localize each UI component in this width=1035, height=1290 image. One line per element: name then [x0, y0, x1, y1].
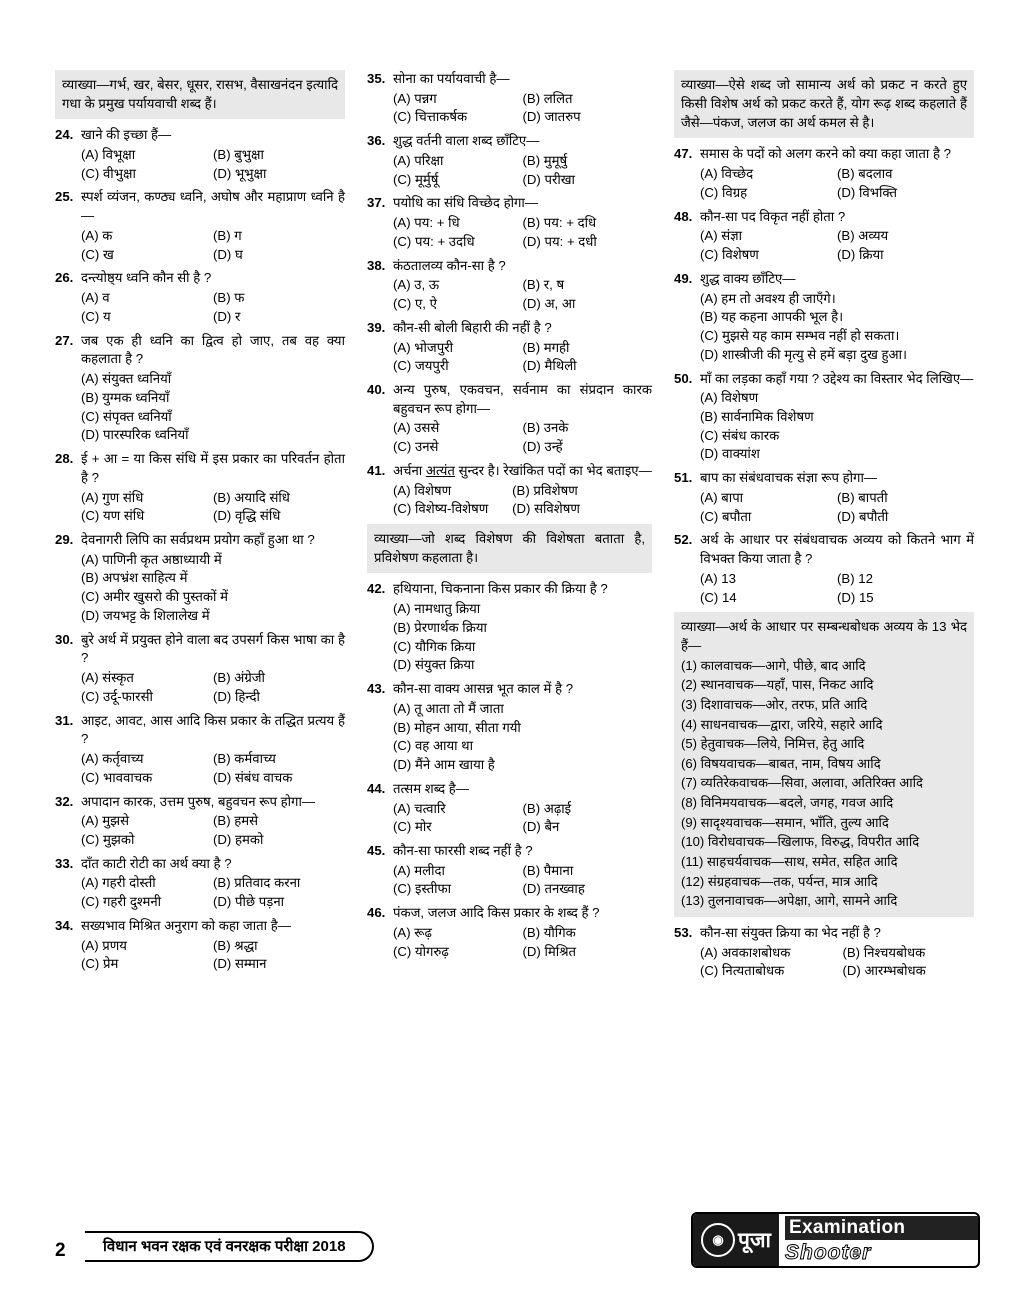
option-group [700, 489, 974, 526]
option-group [81, 289, 345, 326]
question-text: आइट, आवट, आस आदि किस प्रकार के तद्धित प्रत्यय हैं ? [81, 712, 345, 747]
option[interactable]: (A) हम तो अवश्य ही जाएँगे। [700, 290, 836, 306]
question-number: 32. [55, 793, 74, 809]
question-number: 41. [367, 462, 386, 478]
question-text: शुद्ध वाक्य छाँटिए— [700, 270, 796, 286]
question-item [674, 208, 974, 227]
question-item [55, 793, 345, 812]
question-text: देवनागरी लिपि का सर्वप्रथम प्रयोग कहाँ हुआ था ? [81, 531, 315, 547]
option[interactable]: (B) कर्मवाच्य [213, 751, 276, 767]
option[interactable]: (D) घ [213, 246, 243, 262]
list-item: (8) विनिमयवाचक—बदले, जगह, गवज आदि [681, 795, 894, 811]
option-group [81, 146, 345, 183]
question-item [55, 631, 345, 668]
question-item [674, 924, 974, 943]
question-item [367, 319, 652, 338]
question-item [55, 855, 345, 874]
option[interactable]: (B) अपभ्रंश साहित्य में [81, 570, 188, 586]
question-number: 45. [367, 842, 386, 858]
option[interactable]: (B) युग्मक ध्वनियाँ [81, 389, 170, 405]
option[interactable]: (C) पय: + उदधि [393, 233, 475, 249]
option[interactable]: (B) निश्चयबोधक [842, 944, 926, 960]
question-item [367, 462, 652, 481]
option[interactable]: (C) योगरुढ़ [393, 943, 449, 959]
option[interactable]: (C) ए, ऐ [393, 296, 437, 312]
option-group [81, 227, 345, 264]
option[interactable]: (B) उनके [522, 420, 569, 436]
option[interactable]: (D) आरम्भबोधक [842, 963, 926, 979]
question-text: ई + आ = या किस संधि में इस प्रकार का परिवर्तन होता है ? [81, 451, 345, 485]
option[interactable]: (D) सविशेषण [512, 501, 580, 517]
question-number: 31. [55, 712, 74, 728]
question-number: 29. [55, 531, 74, 547]
list-item: (2) स्थानवाचक—यहाँ, पास, निकट आदि [681, 677, 874, 693]
option[interactable]: (A) पय: + धि [393, 215, 460, 231]
logo-line-1: Examination [785, 1216, 978, 1240]
option[interactable]: (C) य [81, 308, 111, 324]
option[interactable]: (C) नित्यताबोधक [700, 963, 785, 979]
option-group [700, 570, 974, 607]
option[interactable]: (B) अयादि संधि [213, 489, 290, 505]
option[interactable]: (A) पाणिनी कृत अष्ठाध्यायी में [81, 551, 222, 567]
question-number: 47. [674, 146, 693, 162]
question-text: पंकज, जलज आदि किस प्रकार के शब्द हैं ? [393, 905, 600, 921]
option[interactable]: (C) अमीर खुसरो की पुस्तकों में [81, 589, 229, 605]
option[interactable]: (D) विभक्ति [837, 184, 897, 200]
option-group [393, 600, 652, 675]
question-item [367, 780, 652, 799]
question-text: कंठतालव्य कौन-सा है ? [393, 257, 506, 273]
option[interactable]: (C) संपृक्त ध्वनियाँ [81, 408, 172, 424]
logo-emblem [693, 1214, 779, 1266]
option-group [81, 370, 345, 445]
question-number: 38. [367, 257, 386, 273]
option-group [81, 551, 345, 626]
option[interactable]: (A) रूढ़ [393, 924, 432, 940]
option[interactable]: (D) अ, आ [522, 296, 576, 312]
explanation-intro: व्याख्या—अर्थ के आधार पर सम्बन्धबोधक अव्यय के 13 भेद हैं— [681, 619, 967, 654]
option[interactable]: (C) इस्तीफा [393, 881, 452, 897]
option[interactable]: (D) उन्हें [522, 439, 563, 455]
option[interactable]: (C) मुझसे यह काम सम्भव नहीं हो सकता। [700, 328, 900, 344]
question-number: 26. [55, 270, 74, 286]
question-item [367, 257, 652, 276]
question-item [367, 132, 652, 151]
option[interactable]: (B) अढ़ाई [522, 800, 572, 816]
page-number: 2 [55, 1240, 66, 1261]
question-text: समास के पदों को अलग करने को क्या कहा जाता है ? [700, 146, 951, 162]
question-text: कौन-सी बोली बिहारी की नहीं है ? [393, 319, 552, 335]
option[interactable]: (A) विशेषण [393, 482, 452, 498]
option[interactable]: (A) संयुक्त ध्वनियाँ [81, 371, 172, 387]
option-group [700, 227, 974, 264]
option[interactable]: (D) पारस्परिक ध्वनियाँ [81, 427, 189, 443]
option[interactable]: (A) गहरी दोस्ती [81, 875, 156, 891]
option[interactable]: (A) व [81, 290, 110, 306]
option[interactable]: (A) पन्नग [393, 90, 437, 106]
option[interactable]: (C) मूर्मुर्षू [393, 171, 439, 187]
question-text: बाप का संबंधवाचक संज्ञा रूप होगा— [700, 470, 878, 486]
question-number: 24. [55, 127, 74, 143]
option[interactable]: (C) प्रेम [81, 956, 119, 972]
explanation-block: व्याख्या—जो शब्द विशेषण की विशेषता बताता है, प्रविशेषण कहलाता है। [367, 524, 652, 573]
option[interactable]: (A) प्रणय [81, 937, 127, 953]
option[interactable]: (A) उससे [393, 420, 440, 436]
option-group [393, 482, 652, 519]
question-item [367, 842, 652, 861]
option[interactable]: (B) यौगिक [522, 924, 576, 940]
option[interactable]: (B) यह कहना आपकी भूल है। [700, 309, 844, 325]
middle-column [367, 70, 652, 1190]
question-text: पयोधि का संधि विच्छेद होगा— [393, 195, 539, 211]
option[interactable]: (C) जयपुरी [393, 358, 449, 374]
list-item: (6) विषयवाचक—बाबत, नाम, विषय आदि [681, 755, 881, 771]
question-item [674, 531, 974, 568]
option[interactable]: (C) ख [81, 246, 114, 262]
option-group [700, 165, 974, 202]
option[interactable]: (A) भोजपुरी [393, 339, 454, 355]
right-column [674, 70, 974, 1190]
option[interactable]: (D) मैंने आम खाया है [393, 757, 495, 773]
option-group [81, 874, 345, 911]
explanation-block-list [674, 612, 974, 917]
question-number: 48. [674, 208, 693, 224]
option[interactable]: (A) संज्ञा [700, 228, 743, 244]
question-number: 46. [367, 905, 386, 921]
question-item [674, 270, 974, 289]
option[interactable]: (D) संबंध वाचक [213, 769, 293, 785]
page-footer [55, 1216, 980, 1268]
option[interactable]: (C) यण संधि [81, 508, 145, 524]
question-number: 40. [367, 382, 386, 398]
option[interactable]: (C) चित्ताकर्षक [393, 109, 468, 125]
question-text: दन्त्योष्ठ्य ध्वनि कौन सी है ? [81, 270, 212, 286]
option[interactable]: (A) उ, ऊ [393, 277, 440, 293]
option[interactable]: (A) क [81, 227, 113, 243]
option[interactable]: (A) मलीदा [393, 862, 445, 878]
question-text: खाने की इच्छा हैं— [81, 127, 172, 143]
question-number: 36. [367, 133, 386, 149]
question-item [367, 194, 652, 213]
option-group [81, 750, 345, 787]
option[interactable]: (A) विच्छेद [700, 166, 754, 182]
option[interactable]: (D) परीखा [522, 171, 575, 187]
option[interactable]: (A) कर्तृवाच्य [81, 751, 144, 767]
option[interactable]: (C) भाववाचक [81, 769, 153, 785]
question-item [55, 269, 345, 288]
left-column [55, 70, 345, 1190]
question-text: कौन-सा वाक्य आसन्न भूत काल में है ? [393, 681, 574, 697]
question-item [55, 450, 345, 487]
question-number: 43. [367, 681, 386, 697]
option[interactable]: (D) बपौती [837, 508, 889, 524]
option[interactable]: (D) वाक्यांश [700, 446, 760, 462]
option[interactable]: (D) मिश्रित [522, 943, 577, 959]
option[interactable]: (D) सम्मान [213, 956, 267, 972]
logo-text [779, 1214, 978, 1266]
list-item: (3) दिशावाचक—ओर, तरफ, प्रति आदि [681, 696, 868, 712]
list-item: (12) संग्रहवाचक—तक, पर्यन्त, मात्र आदि [681, 873, 878, 889]
option[interactable]: (A) संस्कृत [81, 670, 134, 686]
question-number: 27. [55, 332, 74, 348]
option[interactable]: (A) विशेषण [700, 390, 759, 406]
option-group [81, 937, 345, 974]
logo-line-2: Shooter [785, 1240, 872, 1264]
list-item: (5) हेतुवाचक—लिये, निमित्त, हेतु आदि [681, 736, 865, 752]
question-number: 35. [367, 71, 386, 86]
option[interactable]: (D) हिन्दी [213, 688, 260, 704]
option[interactable]: (D) शास्त्रीजी की मृत्यु से हमें बड़ा दुख हुआ। [700, 346, 908, 362]
option[interactable]: (D) भूभुक्षा [213, 165, 267, 181]
option[interactable]: (C) यौगिक क्रिया [393, 638, 476, 654]
question-item [674, 370, 974, 389]
list-item: (9) सादृश्यवाचक—समान, भाँति, तुल्य आदि [681, 814, 889, 830]
option[interactable]: (D) र [213, 308, 241, 324]
question-number: 39. [367, 319, 386, 335]
question-number: 37. [367, 195, 386, 211]
option[interactable]: (D) संयुक्त क्रिया [393, 657, 475, 673]
option[interactable]: (C) 14 [700, 589, 737, 605]
option[interactable]: (C) वीभुक्षा [81, 165, 136, 181]
question-text: अपादान कारक, उत्तम पुरुष, बहुवचन रूप होगा— [81, 793, 316, 809]
question-item [367, 580, 652, 599]
question-item [55, 712, 345, 749]
option-group [393, 214, 652, 251]
option[interactable]: (B) 12 [837, 570, 873, 586]
option-group [700, 290, 974, 365]
question-text: कौन-सा पद विकृत नहीं होता ? [700, 208, 846, 224]
question-text: अन्य पुरुष, एकवचन, सर्वनाम का संप्रदान कारक बहुवचन रूप होगा— [393, 382, 652, 416]
option[interactable]: (B) मोहन आया, सीता गयी [393, 719, 521, 735]
option[interactable]: (C) मुझको [81, 831, 135, 847]
question-item [674, 145, 974, 164]
option[interactable]: (C) मोर [393, 819, 432, 835]
option[interactable]: (B) श्रद्धा [213, 937, 258, 953]
explanation-block: व्याख्या—ऐसे शब्द जो सामान्य अर्थ को प्रकट न करते हुए किसी विशेष अर्थ को प्रकट करते हैं, योग रूढ़ शब्द कहलाते हैं जैसे—पंकज, जलज का अर्थ कमल से है। [674, 70, 974, 138]
question-number: 51. [674, 470, 693, 486]
question-text: माँ का लड़का कहाँ गया ? उद्देश्य का विस्तार भेद लिखिए— [700, 370, 974, 386]
option[interactable]: (B) सार्वनामिक विशेषण [700, 408, 814, 424]
option[interactable]: (D) वृद्धि संधि [213, 508, 281, 524]
explanation-block: व्याख्या—गर्भ, खर, बेसर, धूसर, रासभ, वैसाखनंदन इत्यादि गधा के प्रमुख पर्यायवाची शब्द हैं। [55, 70, 345, 119]
option[interactable]: (D) क्रिया [837, 247, 884, 263]
question-text: हथियाना, चिकनाना किस प्रकार की क्रिया है ? [393, 581, 608, 597]
option[interactable]: (D) पय: + दधी [522, 233, 597, 249]
option[interactable]: (B) मुमूर्षु [522, 152, 568, 168]
question-item [367, 904, 652, 923]
question-item [55, 188, 345, 225]
option-group [393, 862, 652, 899]
option[interactable]: (C) विशेष्य-विशेषण [393, 501, 489, 517]
option-group [81, 812, 345, 849]
question-item [55, 531, 345, 550]
option[interactable]: (B) प्रतिवाद करना [213, 875, 301, 891]
option[interactable]: (C) उर्दू-फारसी [81, 688, 153, 704]
list-item: (4) साधनवाचक—द्वारा, जरिये, सहारे आदि [681, 716, 883, 732]
option[interactable]: (A) नामधातु क्रिया [393, 601, 481, 617]
question-number: 52. [674, 532, 693, 548]
footer-exam-title: विधान भवन रक्षक एवं वनरक्षक परीक्षा 2018 [85, 1231, 374, 1262]
option[interactable]: (B) र, ष [522, 277, 565, 293]
option[interactable]: (B) फ [213, 290, 245, 306]
question-text: कौन-सा फारसी शब्द नहीं है ? [393, 842, 533, 858]
question-text: शुद्ध वर्तनी वाला शब्द छाँटिए— [393, 133, 540, 149]
option[interactable]: (D) जातरुप [522, 109, 581, 125]
three-column-layout [55, 70, 980, 1190]
publisher-logo [691, 1212, 980, 1268]
option[interactable]: (B) अंग्रेजी [213, 670, 265, 686]
option-group [393, 800, 652, 837]
option[interactable]: (D) मैथिली [522, 358, 577, 374]
question-text: सख्यभाव मिश्रित अनुराग को कहा जाता है— [81, 917, 291, 933]
option-group [393, 700, 652, 775]
question-text: दाँत काटी रोटी का अर्थ क्या है ? [81, 855, 232, 871]
question-number: 42. [367, 581, 386, 597]
option[interactable]: (C) संबंध कारक [700, 427, 780, 443]
option[interactable]: (C) वह आया था [393, 738, 474, 754]
question-number: 34. [55, 917, 74, 933]
question-number: 49. [674, 270, 693, 286]
question-item [367, 381, 652, 418]
option[interactable]: (A) चत्वारि [393, 800, 446, 816]
option[interactable]: (D) जयभट्ट के शिलालेख में [81, 607, 210, 623]
option-group [393, 90, 652, 127]
option[interactable]: (A) मुझसे [81, 813, 130, 829]
option[interactable]: (C) विशेषण [700, 247, 759, 263]
option[interactable]: (A) तू आता तो मैं जाता [393, 700, 504, 716]
question-text: स्पर्श व्यंजन, कण्ठ्य ध्वनि, अघोष और महाप्राण ध्वनि है— [81, 189, 345, 224]
option[interactable]: (A) गुण संधि [81, 489, 144, 505]
option[interactable]: (B) पैमाना [522, 862, 574, 878]
option-group [393, 339, 652, 376]
option[interactable]: (D) 15 [837, 589, 874, 605]
option[interactable]: (B) बदलाव [837, 166, 893, 182]
option[interactable]: (A) बापा [700, 489, 744, 505]
question-number: 25. [55, 189, 74, 205]
option[interactable]: (C) विग्रह [700, 184, 748, 200]
question-item [55, 126, 345, 145]
question-number: 28. [55, 451, 74, 467]
option-group [81, 669, 345, 706]
option[interactable]: (B) बुभुक्षा [213, 147, 264, 163]
option[interactable]: (B) ललित [522, 90, 573, 106]
list-item: (7) व्यतिरेकवाचक—सिवा, अलावा, अतिरिक्त आदि [681, 775, 923, 791]
option-group [700, 389, 974, 464]
option-group [393, 152, 652, 189]
option-group [81, 489, 345, 526]
question-text: अर्थ के आधार पर संबंधवाचक अव्यय को कितने भाग में विभक्त किया जाता है ? [700, 532, 974, 567]
option[interactable]: (A) 13 [700, 570, 736, 586]
option-group [393, 419, 652, 456]
option[interactable]: (A) विभूक्षा [81, 147, 136, 163]
option[interactable]: (A) अवकाशबोधक [700, 944, 791, 960]
option-group [700, 944, 974, 981]
question-number: 33. [55, 855, 74, 871]
list-item: (1) कालवाचक—आगे, पीछे, बाद आदि [681, 657, 866, 673]
option[interactable]: (D) बैन [522, 819, 560, 835]
option-group [393, 924, 652, 961]
question-text: तत्सम शब्द है— [393, 780, 469, 796]
option[interactable]: (B) मगही [522, 339, 570, 355]
list-item: (11) साहचर्यवाचक—साथ, समेत, सहित आदि [681, 854, 898, 869]
question-number: 30. [55, 631, 74, 647]
question-item [367, 680, 652, 699]
option[interactable]: (C) बपौता [700, 508, 752, 524]
option[interactable]: (D) हमको [213, 831, 264, 847]
option[interactable]: (B) ग [213, 227, 242, 243]
option[interactable]: (B) प्रविशेषण [512, 482, 578, 498]
option[interactable]: (C) उनसे [393, 439, 439, 455]
question-text: कौन-सा संयुक्त क्रिया का भेद नहीं है ? [700, 924, 881, 940]
question-text: जब एक ही ध्वनि का द्वित्व हो जाए, तब वह क्या कहलाता है ? [81, 332, 345, 367]
list-item: (10) विरोधवाचक—खिलाफ, विरुद्ध, विपरीत आदि [681, 834, 920, 850]
option[interactable]: (B) बापती [837, 489, 888, 505]
camera-icon: ◉ [701, 1223, 735, 1257]
question-number: 50. [674, 370, 693, 386]
option[interactable]: (B) अव्यय [837, 228, 889, 244]
option[interactable]: (A) परिक्षा [393, 152, 444, 168]
list-item: (13) तुलनावाचक—अपेक्षा, आगे, सामने आदि [681, 893, 898, 909]
question-item [55, 332, 345, 369]
question-text: बुरे अर्थ में प्रयुक्त होने वाला बद उपसर्ग किस भाषा का है ? [81, 631, 345, 666]
option[interactable]: (B) पय: + दधि [522, 215, 597, 231]
logo-brand-hindi: पूजा [738, 1229, 771, 1252]
option[interactable]: (D) तनख्वाह [522, 881, 585, 897]
option[interactable]: (C) गहरी दुश्मनी [81, 894, 162, 910]
question-item [674, 469, 974, 488]
question-item [367, 70, 652, 89]
question-text: सोना का पर्यायवाची है— [393, 71, 510, 86]
option[interactable]: (B) प्रेरणार्थक क्रिया [393, 619, 487, 635]
question-text: अर्चना अत्यंत सुन्दर है। रेखांकित पदों का भेद बताइए— [393, 462, 652, 478]
option-group [393, 276, 652, 313]
question-item [55, 917, 345, 936]
underlined-word: अत्यंत [425, 462, 455, 478]
question-number: 44. [367, 780, 386, 796]
option[interactable]: (D) पीछे पड़ना [213, 894, 285, 910]
option[interactable]: (B) हमसे [213, 813, 259, 829]
question-number: 53. [674, 924, 693, 940]
